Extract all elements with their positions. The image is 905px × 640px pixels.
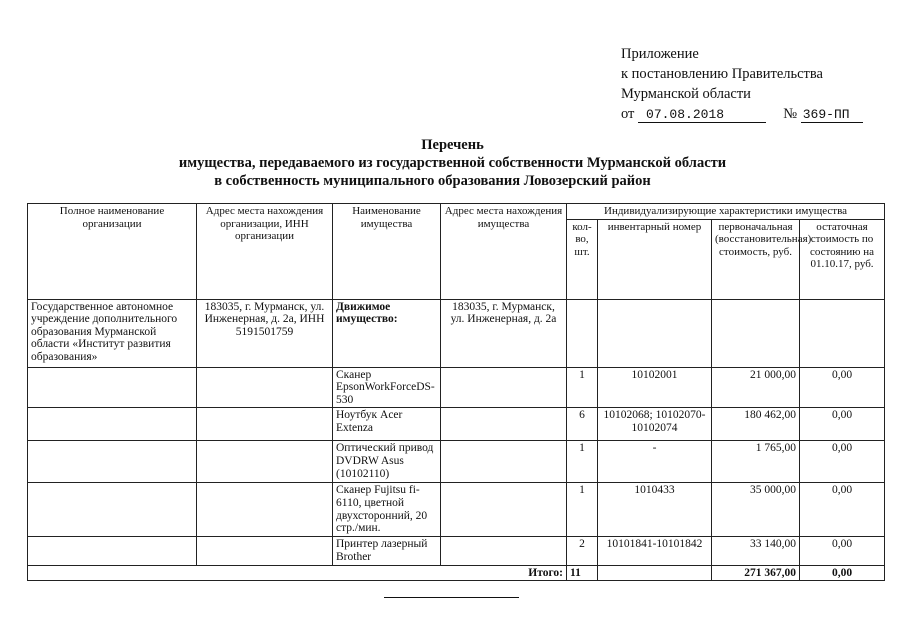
header-qty: кол-во, шт. bbox=[567, 219, 598, 299]
org-row bbox=[28, 299, 885, 367]
item-inventory: 10102001 bbox=[598, 367, 712, 408]
item-residual-cost: 0,00 bbox=[800, 483, 885, 537]
document-title bbox=[0, 136, 905, 190]
item-initial-cost: 1 765,00 bbox=[712, 441, 800, 483]
appendix-title: Приложение bbox=[621, 46, 699, 62]
number-prefix: № bbox=[783, 106, 798, 122]
total-label: Итого: bbox=[28, 565, 567, 581]
header-row-1 bbox=[28, 204, 885, 220]
table-row bbox=[28, 408, 885, 441]
item-residual-cost: 0,00 bbox=[800, 537, 885, 565]
decree-number: 369-ПП bbox=[801, 108, 863, 123]
header-org-address: Адрес места нахождения организации, ИНН организации bbox=[197, 204, 333, 300]
appendix-block bbox=[621, 44, 863, 124]
item-inventory: 10102068; 10102070-10102074 bbox=[598, 408, 712, 441]
table-row bbox=[28, 537, 885, 565]
header-org-name: Полное наименование организации bbox=[28, 204, 197, 300]
date-prefix: от bbox=[621, 106, 635, 122]
item-qty: 1 bbox=[567, 483, 598, 537]
item-qty: 6 bbox=[567, 408, 598, 441]
table-row bbox=[28, 483, 885, 537]
org-name: Государственное автономное учреждение дополнительного образования Мурманской области «Институт развития образования» bbox=[28, 299, 197, 367]
title-line-3: в собственность муниципального образования Ловозерский район bbox=[214, 173, 651, 189]
table-row bbox=[28, 441, 885, 483]
item-inventory: - bbox=[598, 441, 712, 483]
header-property-name: Наименование имущества bbox=[333, 204, 441, 300]
item-residual-cost: 0,00 bbox=[800, 408, 885, 441]
item-initial-cost: 35 000,00 bbox=[712, 483, 800, 537]
org-address: 183035, г. Мурманск, ул. Инженерная, д. 2а, ИНН 5191501759 bbox=[197, 299, 333, 367]
header-inventory: инвентарный номер bbox=[598, 219, 712, 299]
item-name: Ноутбук Acer Extenza bbox=[333, 408, 441, 441]
title-line-1: Перечень bbox=[421, 137, 484, 153]
item-qty: 1 bbox=[567, 367, 598, 408]
title-line-2: имущества, передаваемого из государственной собственности Мурманской области bbox=[178, 155, 727, 171]
item-qty: 1 bbox=[567, 441, 598, 483]
item-initial-cost: 180 462,00 bbox=[712, 408, 800, 441]
item-inventory: 1010433 bbox=[598, 483, 712, 537]
property-table bbox=[27, 203, 885, 581]
decree-date: 07.08.2018 bbox=[638, 108, 766, 123]
movable-property-label: Движимое имущество: bbox=[333, 299, 441, 367]
appendix-date-line bbox=[621, 104, 863, 124]
item-initial-cost: 21 000,00 bbox=[712, 367, 800, 408]
header-property-address: Адрес места нахождения имущества bbox=[441, 204, 567, 300]
item-name: Сканер Fujitsu fi-6110, цветной двухсторонний, 20 стр./мин. bbox=[333, 483, 441, 537]
closing-line bbox=[384, 597, 519, 598]
item-initial-cost: 33 140,00 bbox=[712, 537, 800, 565]
item-qty: 2 bbox=[567, 537, 598, 565]
table-row bbox=[28, 367, 885, 408]
appendix-ref: к постановлению Правительства bbox=[621, 66, 823, 82]
item-name: Принтер лазерный Brother bbox=[333, 537, 441, 565]
item-residual-cost: 0,00 bbox=[800, 441, 885, 483]
total-initial-cost: 271 367,00 bbox=[712, 565, 800, 581]
header-initial-cost: первоначальная (восстановительная) стоимость, руб. bbox=[712, 219, 800, 299]
header-residual-cost: остаточная стоимость по состоянию на 01.10.17, руб. bbox=[800, 219, 885, 299]
appendix-region: Мурманской области bbox=[621, 86, 751, 102]
item-inventory: 10101841-10101842 bbox=[598, 537, 712, 565]
item-residual-cost: 0,00 bbox=[800, 367, 885, 408]
total-row bbox=[28, 565, 885, 581]
total-residual-cost: 0,00 bbox=[800, 565, 885, 581]
property-address: 183035, г. Мурманск, ул. Инженерная, д. 2а bbox=[441, 299, 567, 367]
item-name: Оптический привод DVDRW Asus (10102110) bbox=[333, 441, 441, 483]
total-qty: 11 bbox=[567, 565, 598, 581]
item-name: Сканер EpsonWorkForceDS-530 bbox=[333, 367, 441, 408]
header-characteristics: Индивидуализирующие характеристики имущества bbox=[567, 204, 885, 220]
